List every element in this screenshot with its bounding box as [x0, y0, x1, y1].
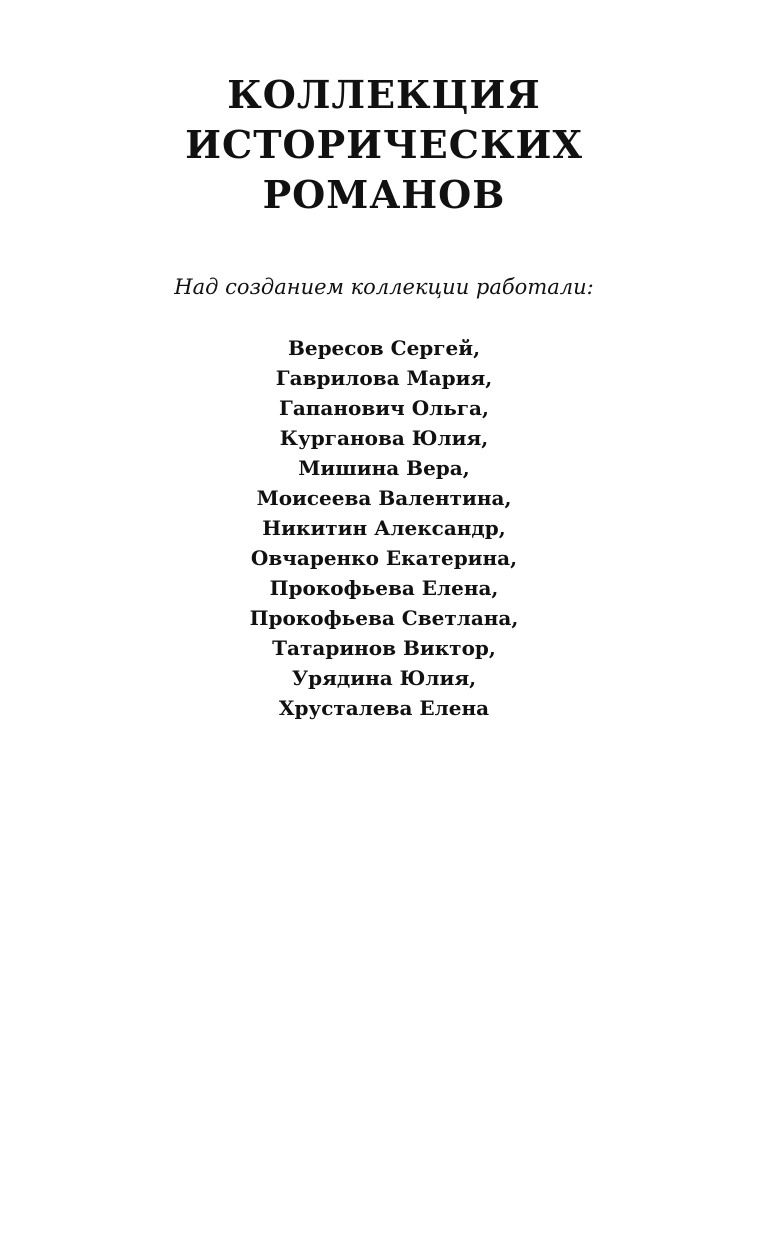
credit-name: Хрусталева Елена	[278, 696, 490, 720]
credit-name: Мишина Вера,	[298, 456, 470, 480]
credit-name: Прокофьева Елена,	[269, 576, 499, 600]
credit-name: Вересов Сергей,	[287, 336, 481, 360]
credit-name: Урядина Юлия,	[291, 666, 477, 690]
credit-name: Гаврилова Мария,	[275, 366, 493, 390]
title-line-1: КОЛЛЕКЦИЯ	[227, 72, 541, 117]
credits-label: Над созданием коллекции работали:	[174, 275, 594, 299]
credit-name: Курганова Юлия,	[279, 426, 489, 450]
credit-name: Прокофьева Светлана,	[249, 606, 519, 630]
credit-name: Гапанович Ольга,	[279, 396, 489, 420]
credit-name: Овчаренко Екатерина,	[250, 546, 518, 570]
title-line-3: РОМАНОВ	[262, 172, 506, 217]
title-line-2: ИСТОРИЧЕСКИХ	[185, 122, 583, 167]
credit-name: Никитин Александр,	[262, 516, 506, 540]
credit-name: Татаринов Виктор,	[272, 636, 496, 660]
credit-name: Моисеева Валентина,	[256, 486, 512, 510]
page-title	[0, 70, 768, 220]
credits-name-list	[0, 333, 768, 723]
